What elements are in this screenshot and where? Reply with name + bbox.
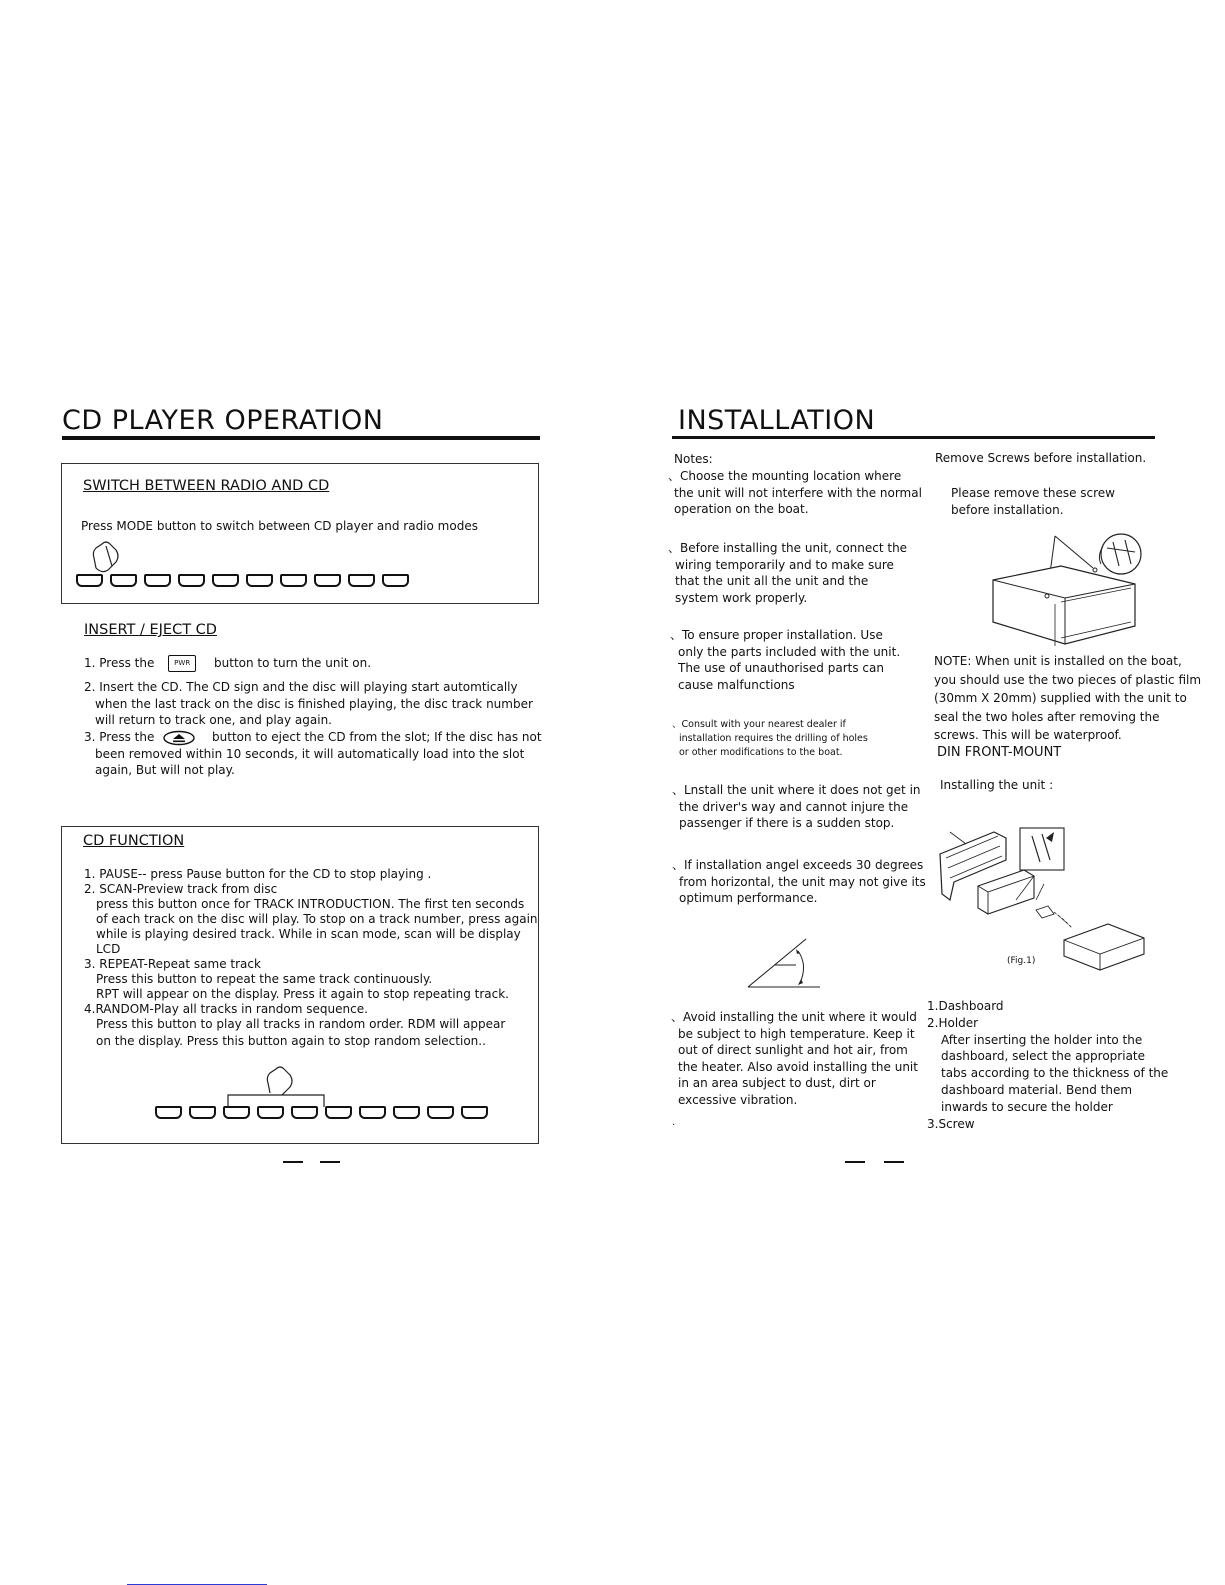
note-line: that the unit all the unit and the: [675, 574, 869, 588]
switch-heading: SWITCH BETWEEN RADIO AND CD: [83, 478, 330, 494]
scan-button[interactable]: [257, 1106, 284, 1119]
note-line: be subject to high temperature. Keep it: [678, 1026, 915, 1041]
panel-button: [212, 574, 239, 587]
note-line: or other modifications to the boat.: [679, 747, 843, 758]
parts-line: dashboard material. Bend them: [941, 1082, 1133, 1097]
insert-step-1: [84, 655, 371, 672]
random-button[interactable]: [325, 1106, 352, 1119]
note-6: [672, 857, 926, 907]
step3-pre: 3. Press the: [84, 730, 155, 744]
function-line: on the display. Press this button again to stop random selection..: [96, 1034, 486, 1048]
note-line: 、Choose the mounting location where: [668, 469, 902, 483]
function-button-bracket: [220, 1065, 330, 1109]
din-mount-diagram: [936, 824, 1151, 980]
remove-screws-callout: [951, 485, 1115, 518]
step1-post: button to turn the unit on.: [214, 656, 372, 670]
page-number-dash: [845, 1161, 865, 1163]
function-line: press this button once for TRACK INTRODUCTION. The first ten seconds: [96, 897, 525, 911]
panel-button: [393, 1106, 420, 1119]
note-line: optimum performance.: [679, 891, 818, 905]
parts-line: 3.Screw: [927, 1116, 975, 1131]
insert-step-3: [84, 729, 542, 779]
function-line: Press this button to play all tracks in random order. RDM will appear: [96, 1017, 506, 1031]
parts-line: inwards to secure the holder: [941, 1099, 1113, 1114]
function-line: LCD: [96, 942, 121, 956]
note-line: passenger if there is a sudden stop.: [679, 816, 895, 830]
note-5: [672, 782, 921, 832]
function-line: Press this button to repeat the same track continuously.: [96, 972, 433, 986]
step2-line: 2. Insert the CD. The CD sign and the disc will playing start automtically: [84, 680, 518, 694]
step1-pre: 1. Press the: [84, 656, 155, 670]
pwr-button-icon: [168, 655, 196, 672]
step2-line: will return to track one, and play again.: [95, 713, 332, 727]
note-4: [672, 718, 868, 760]
panel-button: [178, 574, 205, 587]
page-title-installation: INSTALLATION: [678, 405, 876, 436]
note-line: 、Before installing the unit, connect the: [668, 541, 908, 555]
parts-line: tabs according to the thickness of the: [941, 1066, 1169, 1081]
note-line: 、To ensure proper installation. Use: [670, 628, 883, 642]
remove-screws-heading: Remove Screws before installation.: [935, 451, 1147, 465]
function-line: 3. REPEAT-Repeat same track: [84, 957, 261, 971]
dot-mark: ·: [672, 1120, 676, 1131]
function-line: RPT will appear on the display. Press it again to stop repeating track.: [96, 987, 509, 1001]
note-line: operation on the boat.: [674, 502, 809, 516]
button-row-functions: [155, 1106, 488, 1119]
switch-text: Press MODE button to switch between CD player and radio modes: [81, 519, 478, 533]
panel-button: [76, 574, 103, 587]
note-line: 、If installation angel exceeds 30 degrees: [672, 858, 924, 872]
panel-button: [314, 574, 341, 587]
panel-button: [155, 1106, 182, 1119]
pause-button[interactable]: [223, 1106, 250, 1119]
note-3: [670, 627, 900, 693]
note-line: The use of unauthorised parts can: [678, 661, 884, 675]
insert-eject-heading: INSERT / EJECT CD: [84, 622, 217, 638]
fig-label: (Fig.1): [1007, 956, 1036, 966]
note-2: [668, 540, 907, 606]
panel-button: [382, 574, 409, 587]
page-number-dash: [320, 1161, 340, 1163]
note-line: only the parts included with the unit.: [678, 644, 901, 659]
note-line: (30mm X 20mm) supplied with the unit to: [934, 691, 1187, 705]
callout-line: before installation.: [951, 502, 1064, 517]
step3-line: been removed within 10 seconds, it will automatically load into the slot: [95, 746, 525, 761]
panel-button: [359, 1106, 386, 1119]
note-line: system work properly.: [675, 590, 808, 605]
notes-label: Notes:: [674, 452, 713, 466]
note-line: 、Lnstall the unit where it does not get in: [672, 783, 921, 797]
insert-step-2: [84, 679, 533, 729]
din-heading: DIN FRONT-MOUNT: [937, 745, 1062, 760]
cd-function-heading: CD FUNCTION: [83, 833, 185, 849]
note-line: installation requires the drilling of holes: [679, 733, 868, 744]
step2-line: when the last track on the disc is finished playing, the disc track number: [95, 696, 533, 711]
note-line: seal the two holes after removing the: [934, 709, 1160, 724]
pwr-label: PWR: [174, 659, 191, 667]
switch-mode-box: [61, 463, 539, 604]
hand-pointer-icon: [88, 536, 122, 576]
function-line: 2. SCAN-Preview track from disc: [84, 882, 278, 896]
panel-button: [461, 1106, 488, 1119]
note-line: the driver's way and cannot injure the: [679, 799, 909, 814]
function-line: while is playing desired track. While in scan mode, scan will be display: [96, 927, 521, 941]
installing-label: Installing the unit :: [940, 778, 1054, 792]
note-line: in an area subject to dust, dirt or: [678, 1076, 876, 1090]
button-row-mode: [76, 574, 409, 587]
note-line: you should use the two pieces of plastic film: [934, 672, 1202, 687]
step3-post: button to eject the CD from the slot; If the disc has not: [212, 730, 542, 744]
panel-button: [280, 574, 307, 587]
note-line: the heater. Also avoid installing the unit: [678, 1059, 918, 1074]
note-line: the unit will not interfere with the normal: [674, 485, 922, 500]
cd-function-box: [61, 826, 539, 1144]
note-line: cause malfunctions: [678, 677, 795, 692]
panel-button: [427, 1106, 454, 1119]
panel-button: [189, 1106, 216, 1119]
cd-function-list: [84, 867, 538, 1049]
din-parts-list: [927, 998, 1168, 1132]
page-number-dash: [884, 1161, 904, 1163]
parts-line: dashboard, select the appropriate: [941, 1049, 1146, 1064]
title-rule: [672, 436, 1155, 439]
function-line: 1. PAUSE-- press Pause button for the CD to stop playing .: [84, 867, 432, 881]
note-line: screws. This will be waterproof.: [934, 728, 1122, 742]
note-line: 、Avoid installing the unit where it would: [671, 1010, 917, 1024]
note-line: from horizontal, the unit may not give its: [679, 874, 926, 889]
eject-button-icon: [162, 730, 196, 746]
parts-line: 2.Holder: [927, 1015, 979, 1030]
page-title-cd-operation: CD PLAYER OPERATION: [62, 405, 384, 436]
note-line: excessive vibration.: [678, 1092, 798, 1107]
parts-line: 1.Dashboard: [927, 999, 1004, 1013]
angle-diagram: [742, 935, 824, 993]
panel-button: [246, 574, 273, 587]
title-rule: [62, 436, 540, 440]
waterproof-note: [934, 652, 1201, 745]
note-line: 、Consult with your nearest dealer if: [672, 719, 846, 730]
mode-button[interactable]: [110, 574, 137, 587]
note-line: out of direct sunlight and hot air, from: [678, 1043, 908, 1057]
screw-removal-diagram: [985, 528, 1150, 648]
note-line: NOTE: When unit is installed on the boat,: [934, 654, 1182, 668]
parts-line: After inserting the holder into the: [941, 1032, 1143, 1047]
note-1: [668, 468, 922, 518]
note-7: [671, 1009, 918, 1108]
repeat-button[interactable]: [291, 1106, 318, 1119]
callout-line: Please remove these screw: [951, 486, 1115, 500]
page-number-dash: [283, 1161, 303, 1163]
panel-button: [348, 574, 375, 587]
note-line: wiring temporarily and to make sure: [675, 557, 894, 572]
function-line: of each track on the disc will play. To stop on a track number, press again: [96, 912, 538, 926]
function-line: 4.RANDOM-Play all tracks in random sequence.: [84, 1002, 368, 1016]
panel-button: [144, 574, 171, 587]
step3-line: again, But will not play.: [95, 763, 235, 777]
